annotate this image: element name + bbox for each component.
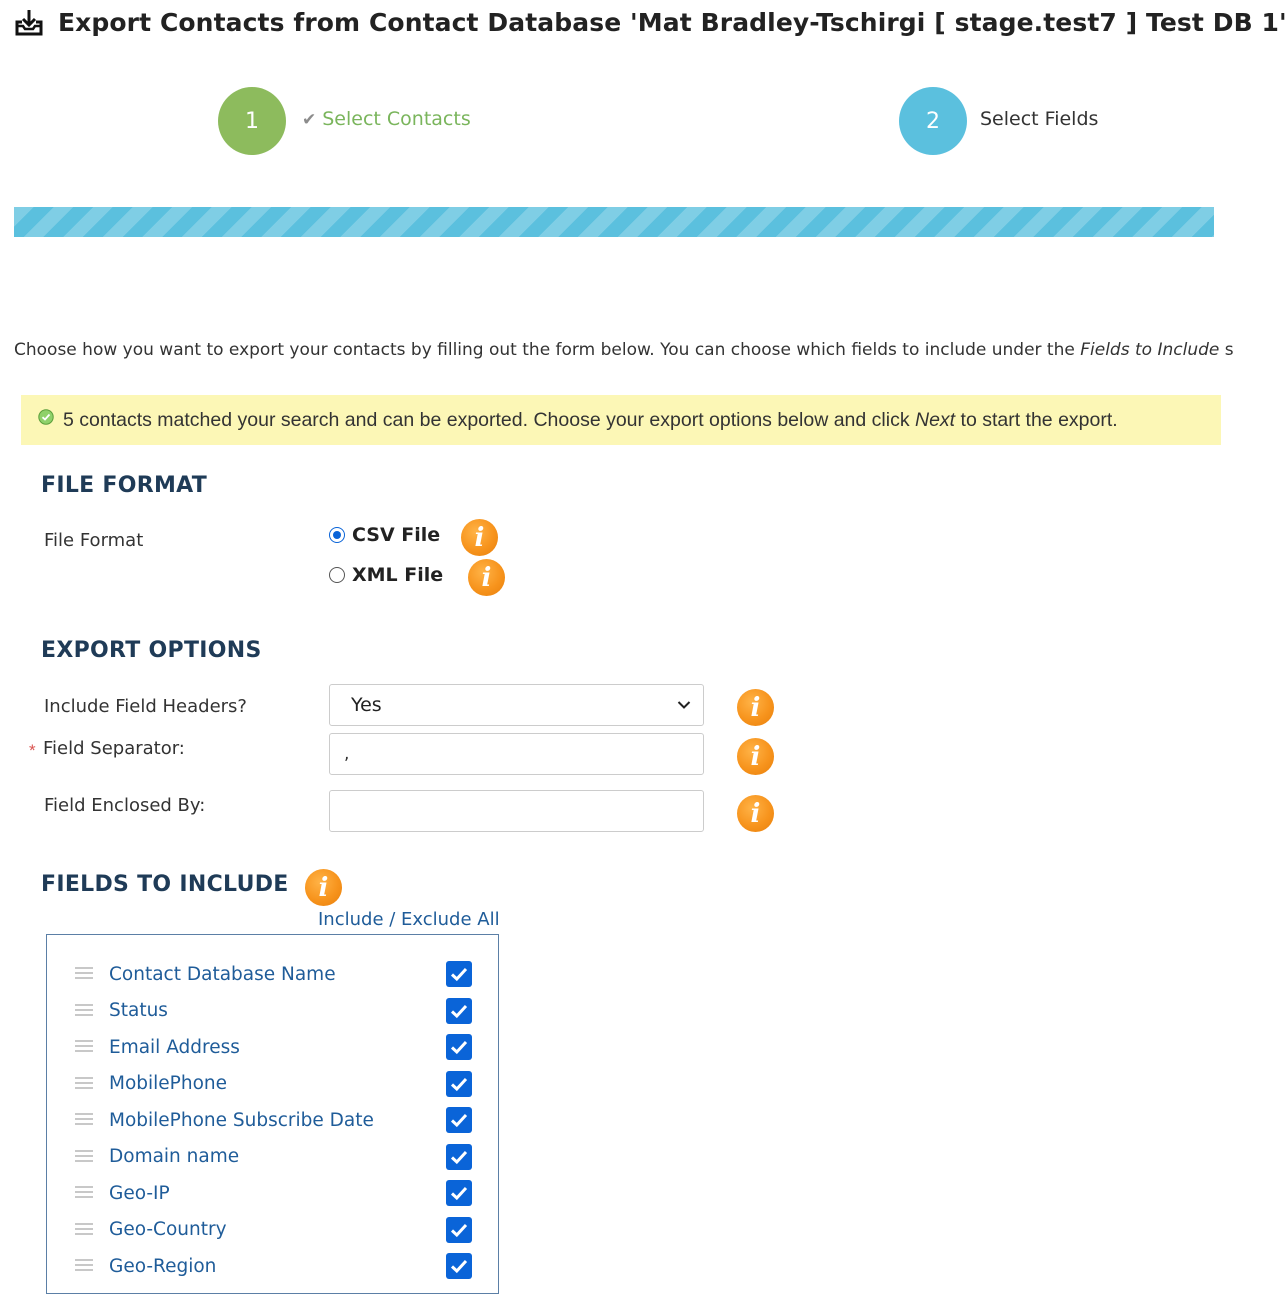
drag-handle-icon[interactable] xyxy=(75,1223,93,1237)
checkmark-icon xyxy=(450,1003,468,1019)
download-tray-icon xyxy=(14,7,44,37)
page-title: Export Contacts from Contact Database 'Mat Bradley-Tschirgi [ stage.test7 ] Test DB 1' xyxy=(58,7,1287,37)
checkmark-icon xyxy=(450,1149,468,1165)
field-row[interactable] xyxy=(75,1215,475,1245)
drag-handle-icon[interactable] xyxy=(75,967,93,981)
checkmark-icon: ✔ xyxy=(302,110,317,130)
drag-handle-icon[interactable] xyxy=(75,1004,93,1018)
field-row[interactable] xyxy=(75,1178,475,1208)
field-label: Geo-Region xyxy=(109,1255,217,1277)
step-1-circle[interactable] xyxy=(218,87,286,155)
drag-handle-icon[interactable] xyxy=(75,1259,93,1273)
title-bar xyxy=(14,0,1287,44)
info-glyph: i xyxy=(750,798,761,829)
step-2-number: 2 xyxy=(926,108,940,134)
alert-text xyxy=(63,409,1118,432)
intro-text xyxy=(14,340,1234,360)
step-2-circle[interactable] xyxy=(899,87,967,155)
required-marker: * xyxy=(29,741,36,760)
field-checkbox[interactable] xyxy=(446,1253,472,1279)
field-separator-info-icon[interactable] xyxy=(737,738,774,775)
field-row[interactable] xyxy=(75,1032,475,1062)
drag-handle-icon[interactable] xyxy=(75,1077,93,1091)
field-checkbox[interactable] xyxy=(446,1107,472,1133)
checkmark-icon xyxy=(450,1039,468,1055)
step-1-text: Select Contacts xyxy=(322,108,471,130)
field-label: Status xyxy=(109,1000,168,1021)
progress-bar xyxy=(14,207,1214,237)
fields-to-include-heading: FIELDS TO INCLUDE xyxy=(41,872,289,897)
field-row[interactable] xyxy=(75,1069,475,1099)
progress-bar-fill xyxy=(14,207,1214,237)
check-circle-icon xyxy=(38,409,54,425)
checkmark-icon xyxy=(450,1185,468,1201)
field-row[interactable] xyxy=(75,959,475,989)
field-label: Email Address xyxy=(109,1036,240,1058)
export-options-heading: EXPORT OPTIONS xyxy=(41,638,262,663)
alert-text-emphasis: Next xyxy=(915,408,956,431)
csv-radio[interactable] xyxy=(329,527,345,543)
field-separator-label: Field Separator: xyxy=(43,738,185,759)
field-row[interactable] xyxy=(75,1251,475,1281)
intro-text-end: s xyxy=(1219,340,1234,360)
field-checkbox[interactable] xyxy=(446,1144,472,1170)
checkmark-icon xyxy=(450,1258,468,1274)
field-row[interactable] xyxy=(75,1105,475,1135)
match-alert xyxy=(21,395,1221,445)
checkmark-icon xyxy=(450,1076,468,1092)
fields-list xyxy=(46,934,499,1294)
field-checkbox[interactable] xyxy=(446,1071,472,1097)
field-checkbox[interactable] xyxy=(446,998,472,1024)
info-glyph: i xyxy=(474,522,485,553)
field-enclosed-input[interactable] xyxy=(329,790,704,832)
field-checkbox[interactable] xyxy=(446,1217,472,1243)
field-separator-input[interactable] xyxy=(329,733,704,775)
field-row[interactable] xyxy=(75,996,475,1026)
alert-text-end: to start the export. xyxy=(955,408,1118,431)
alert-text-start: 5 contacts matched your search and can be exported. Choose your export options below and click xyxy=(63,408,915,431)
xml-option[interactable] xyxy=(329,564,443,586)
xml-radio-label[interactable]: XML File xyxy=(352,564,444,586)
checkmark-icon xyxy=(450,1112,468,1128)
info-glyph: i xyxy=(318,872,329,903)
field-row[interactable] xyxy=(75,1142,475,1172)
chevron-down-icon xyxy=(677,700,691,710)
field-checkbox[interactable] xyxy=(446,1034,472,1060)
csv-radio-label[interactable]: CSV File xyxy=(352,524,441,546)
step-1-label[interactable] xyxy=(302,108,471,130)
drag-handle-icon[interactable] xyxy=(75,1150,93,1164)
info-glyph: i xyxy=(750,692,761,723)
field-checkbox[interactable] xyxy=(446,961,472,987)
checkmark-icon xyxy=(450,1222,468,1238)
xml-radio[interactable] xyxy=(329,567,345,583)
info-glyph: i xyxy=(750,741,761,772)
file-format-heading: FILE FORMAT xyxy=(41,473,208,498)
field-enclosed-label: Field Enclosed By: xyxy=(44,795,206,816)
checkmark-icon xyxy=(450,966,468,982)
field-label: Domain name xyxy=(109,1146,240,1167)
intro-text-emphasis: Fields to Include xyxy=(1080,340,1220,360)
intro-text-start: Choose how you want to export your contacts by filling out the form below. You can choose which fields to include under the xyxy=(14,340,1081,360)
include-exclude-all-link[interactable]: Include / Exclude All xyxy=(318,909,500,930)
file-format-label: File Format xyxy=(44,530,144,551)
include-headers-value: Yes xyxy=(351,694,382,716)
step-1-number: 1 xyxy=(245,108,259,134)
field-label: Geo-Country xyxy=(109,1219,227,1240)
field-label: Contact Database Name xyxy=(109,963,336,985)
csv-option[interactable] xyxy=(329,524,440,546)
field-label: Geo-IP xyxy=(109,1182,170,1204)
csv-info-icon[interactable] xyxy=(461,519,498,556)
include-headers-select[interactable] xyxy=(329,684,704,726)
field-checkbox[interactable] xyxy=(446,1180,472,1206)
field-label: MobilePhone Subscribe Date xyxy=(109,1109,374,1131)
drag-handle-icon[interactable] xyxy=(75,1113,93,1127)
field-label: MobilePhone xyxy=(109,1073,227,1094)
drag-handle-icon[interactable] xyxy=(75,1186,93,1200)
xml-info-icon[interactable] xyxy=(468,559,505,596)
fields-info-icon[interactable] xyxy=(305,869,342,906)
drag-handle-icon[interactable] xyxy=(75,1040,93,1054)
field-enclosed-info-icon[interactable] xyxy=(737,795,774,832)
step-2-label[interactable]: Select Fields xyxy=(980,108,1099,130)
include-headers-info-icon[interactable] xyxy=(737,689,774,726)
include-headers-label: Include Field Headers? xyxy=(44,696,247,717)
info-glyph: i xyxy=(481,562,492,593)
